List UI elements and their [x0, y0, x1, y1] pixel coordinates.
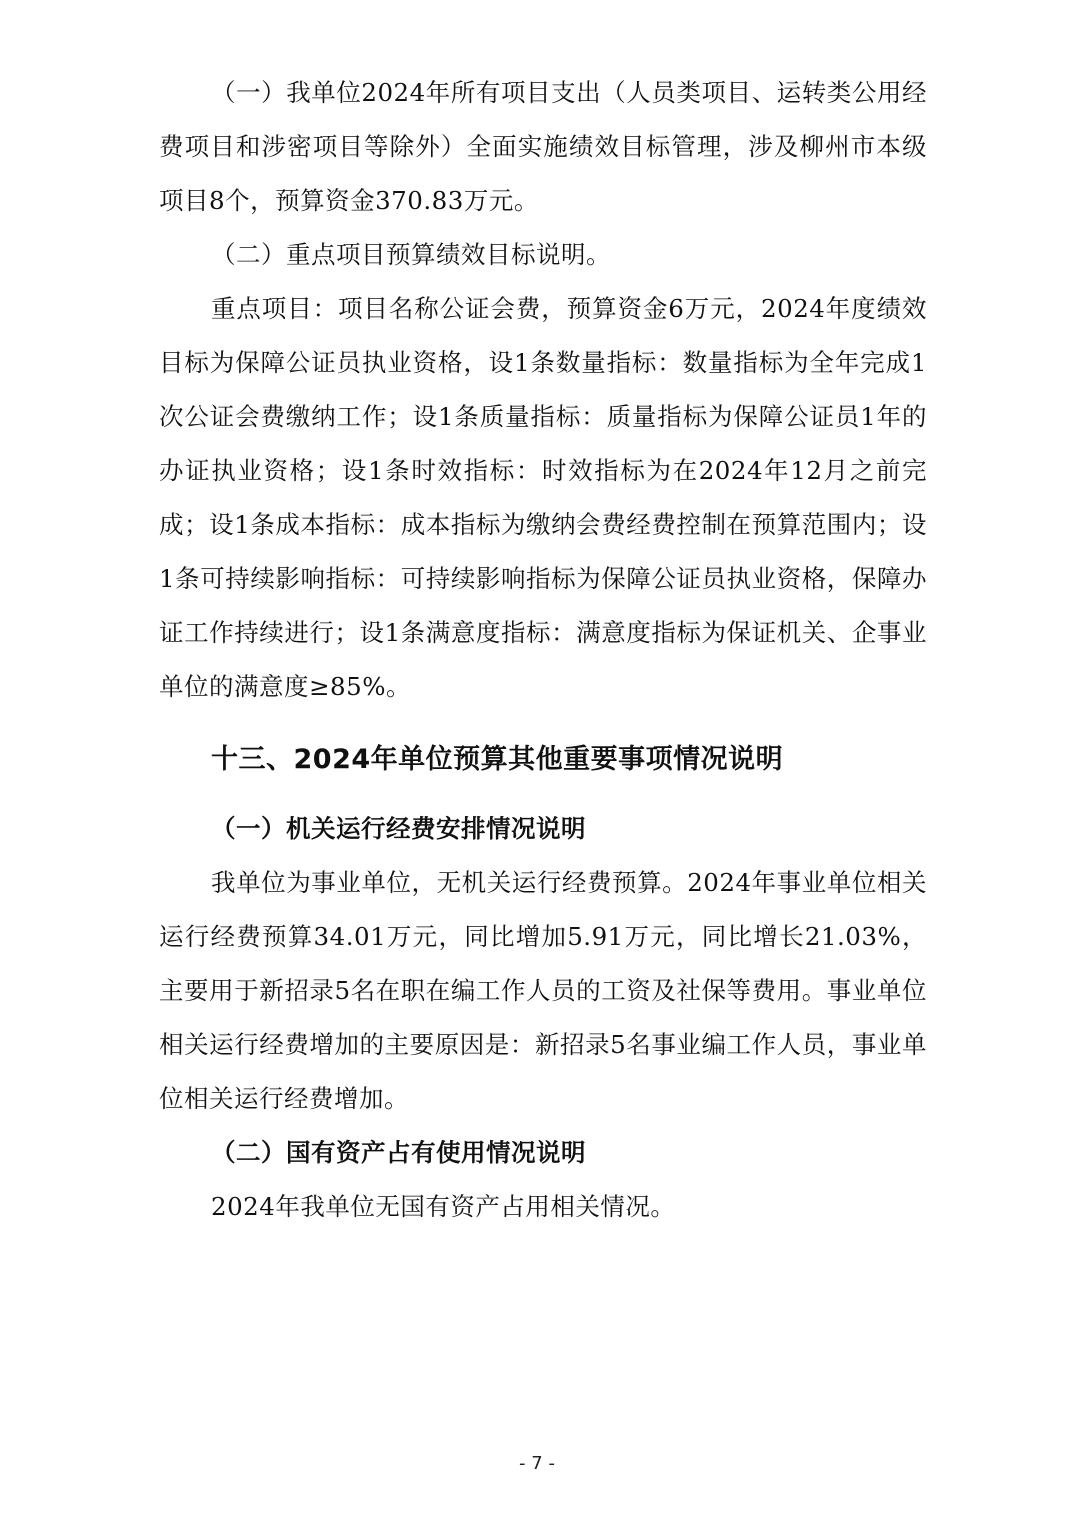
paragraph-operating-funds: 我单位为事业单位，无机关运行经费预算。2024年事业单位相关运行经费预算34.01万元，同比增加5.91万元，同比增长21.03%，主要用于新招录5名在职在编工作人员的工资及社保等费用。事业单位相关运行经费增加的主要原因是：新招录5名事业编工作人员，事业单位相关运行经费增加。: [159, 868, 927, 1113]
subsection-heading-state-assets: （二）国有资产占有使用情况说明: [211, 1138, 586, 1167]
paragraph-performance-management: （一）我单位2024年所有项目支出（人员类项目、运转类公用经费项目和涉密项目等除外）全面实施绩效目标管理，涉及柳州市本级项目8个，预算资金370.83万元。: [159, 78, 927, 215]
page-content: [159, 66, 927, 1234]
paragraph-key-project-heading: （二）重点项目预算绩效目标说明。: [211, 240, 611, 269]
subsection-heading-operating-funds: （一）机关运行经费安排情况说明: [211, 814, 586, 843]
paragraph-key-project-detail: 重点项目：项目名称公证会费，预算资金6万元，2024年度绩效目标为保障公证员执业资格，设1条数量指标：数量指标为全年完成1次公证会费缴纳工作；设1条质量指标：质量指标为保障公证员1年的办证执业资格；设1条时效指标：时效指标为在2024年12月之前完成；设1条成本指标：成本指标为缴纳会费经费控制在预算范围内；设1条可持续影响指标：可持续影响指标为保障公证员执业资格，保障办证工作持续进行；设1条满意度指标：满意度指标为保证机关、企事业单位的满意度≥85%。: [159, 294, 927, 701]
page-number: - 7 -: [519, 1453, 555, 1474]
paragraph-state-assets: 2024年我单位无国有资产占用相关情况。: [211, 1192, 676, 1221]
section-heading-13: 十三、2024年单位预算其他重要事项情况说明: [211, 744, 784, 775]
